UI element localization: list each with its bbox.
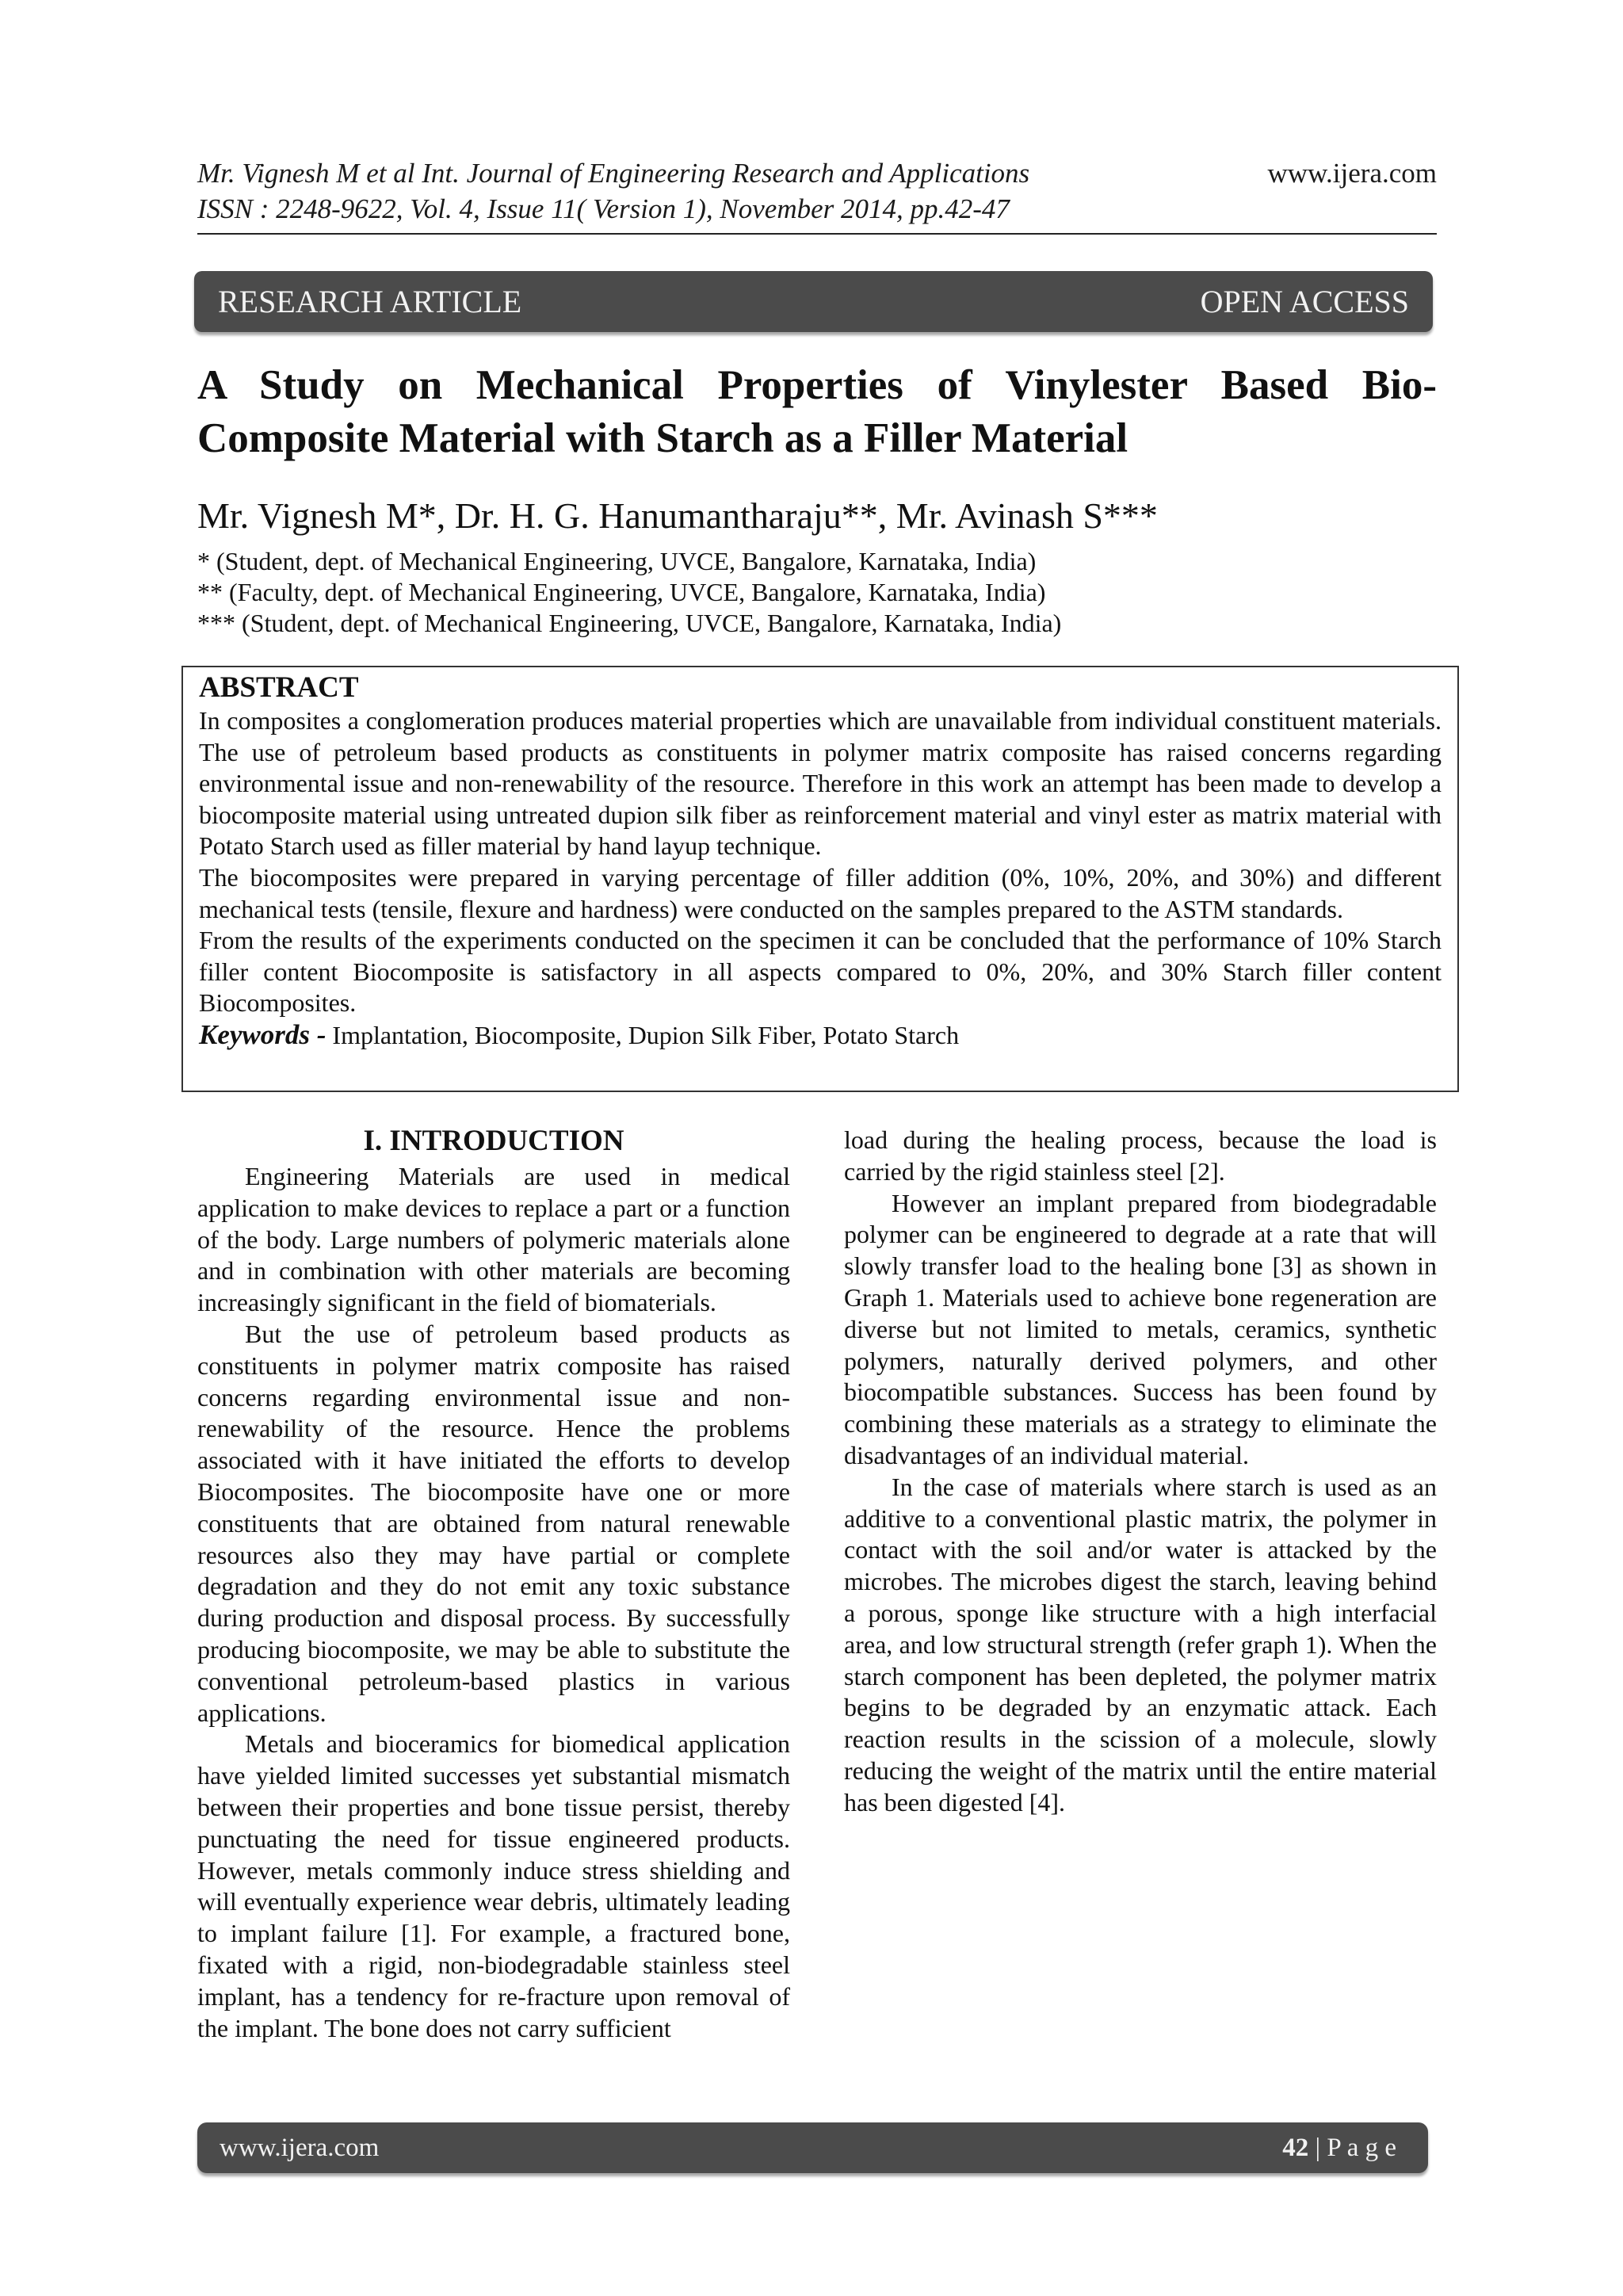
header-divider	[197, 233, 1437, 235]
section-heading-introduction: I. INTRODUCTION	[363, 1125, 624, 1157]
abstract-paragraph: The biocomposites were prepared in varying percentage of filler addition (0%, 10%, 20%, and 30%) and different mechanical tests (tensile, flexure and hardness) were conducted on the samples prepared to the ASTM standards.	[199, 862, 1442, 923]
page-number: 42	[1282, 2134, 1309, 2162]
author-list: Mr. Vignesh M*, Dr. H. G. Hanumantharaju**, Mr. Avinash S***	[197, 495, 1158, 536]
body-paragraph: Metals and bioceramics for biomedical application have yielded limited successes yet substantial mismatch between their properties and bone tissue persist, thereby punctuating the need for tissue engineered products. However, metals commonly induce stress shielding and will eventually experience wear debris, ultimately leading to implant failure [1]. For example, a fractured bone, fixated with a rigid, non-biodegradable stainless steel implant, has a tendency for re-fracture upon removal of the implant. The bone does not carry sufficient	[197, 1729, 790, 2042]
keywords-line	[199, 1019, 1442, 1052]
running-header	[197, 155, 1437, 227]
body-paragraph: In the case of materials where starch is used as an additive to a conventional plastic matrix, the polymer in contact with the soil and/or water is attacked by the microbes. The microbes digest the starch, leaving behind a porous, sponge like structure with a high interfacial area, and low structural strength (refer graph 1). When the starch component has been depleted, the polymer matrix begins to be degraded by an enzymatic attack. Each reaction results in the scission of a molecule, slowly reducing the weight of the matrix until the entire material has been digested [4].	[844, 1472, 1437, 1817]
journal-website[interactable]: www.ijera.com	[1267, 158, 1437, 189]
abstract-paragraph: From the results of the experiments conducted on the specimen it can be concluded that the performance of 10% Starch filler content Biocomposite is satisfactory in all aspects compared to 0%, 20%, and 30% Starch filler content Biocomposites.	[199, 926, 1442, 1018]
body-paragraph: However an implant prepared from biodegradable polymer can be engineered to degrade at a rate that will slowly transfer load to the healing bone [3] as shown in Graph 1. Materials used to achieve bone regeneration are diverse but not limited to metals, ceramics, synthetic polymers, naturally derived polymers, and other biocompatible substances. Success has been found by combining these materials as a strategy to eliminate the disadvantages of an individual material.	[844, 1188, 1437, 1469]
keywords-text: Implantation, Biocomposite, Dupion Silk Fiber, Potato Starch	[326, 1020, 960, 1049]
article-type-banner	[194, 271, 1433, 332]
right-column	[844, 1125, 1437, 1819]
page-suffix: | P a g e	[1308, 2134, 1396, 2162]
abstract-heading: ABSTRACT	[199, 671, 359, 704]
footer-website[interactable]: www.ijera.com	[220, 2134, 380, 2162]
issn-line: ISSN : 2248-9622, Vol. 4, Issue 11( Version 1), November 2014, pp.42-47	[197, 193, 1010, 224]
abstract-paragraph: In composites a conglomeration produces material properties which are unavailable from individual constituent materials. The use of petroleum based products as constituents in polymer matrix composite has raised concerns regarding environmental issue and non-renewability of the resource. Therefore in this work an attempt has been made to develop a biocomposite material using untreated dupion silk fiber as reinforcement material and vinyl ester as matrix material with Potato Starch used as filler material by hand layup technique.	[199, 706, 1442, 861]
abstract-box	[181, 666, 1459, 1092]
open-access-label: OPEN ACCESS	[1200, 284, 1409, 319]
body-paragraph-continuation: load during the healing process, because the load is carried by the rigid stainless steel [2].	[844, 1125, 1437, 1186]
research-article-label: RESEARCH ARTICLE	[218, 284, 522, 319]
page-number-label	[1282, 2122, 1396, 2173]
keywords-label: Keywords -	[199, 1018, 327, 1050]
paper-title: A Study on Mechanical Properties of Vinylester Based Bio-Composite Material with Starch as a Filler Material	[197, 362, 1437, 461]
journal-citation-line: Mr. Vignesh M et al Int. Journal of Engineering Research and Applications	[197, 158, 1030, 189]
page-footer	[197, 2122, 1428, 2173]
left-column	[197, 1123, 790, 2044]
body-paragraph: But the use of petroleum based products as constituents in polymer matrix composite has raised concerns regarding environmental issue and non-renewability of the resource. Hence the problems associated with it have initiated the efforts to develop Biocomposites. The biocomposite have one or more constituents that are obtained from natural renewable resources also they may have partial or complete degradation and they do not emit any toxic substance during production and disposal process. By successfully producing biocomposite, we may be able to substitute the conventional petroleum-based plastics in various applications.	[197, 1319, 790, 1727]
affiliation-3: *** (Student, dept. of Mechanical Engineering, UVCE, Bangalore, Karnataka, India)	[197, 609, 1062, 637]
body-paragraph: Engineering Materials are used in medical application to make devices to replace a part or a function of the body. Large numbers of polymeric materials alone and in combination with other materials are becoming increasingly significant in the field of biomaterials.	[197, 1162, 790, 1317]
affiliation-1: * (Student, dept. of Mechanical Engineering, UVCE, Bangalore, Karnataka, India)	[197, 547, 1037, 575]
affiliation-2: ** (Faculty, dept. of Mechanical Engineering, UVCE, Bangalore, Karnataka, India)	[197, 578, 1046, 606]
